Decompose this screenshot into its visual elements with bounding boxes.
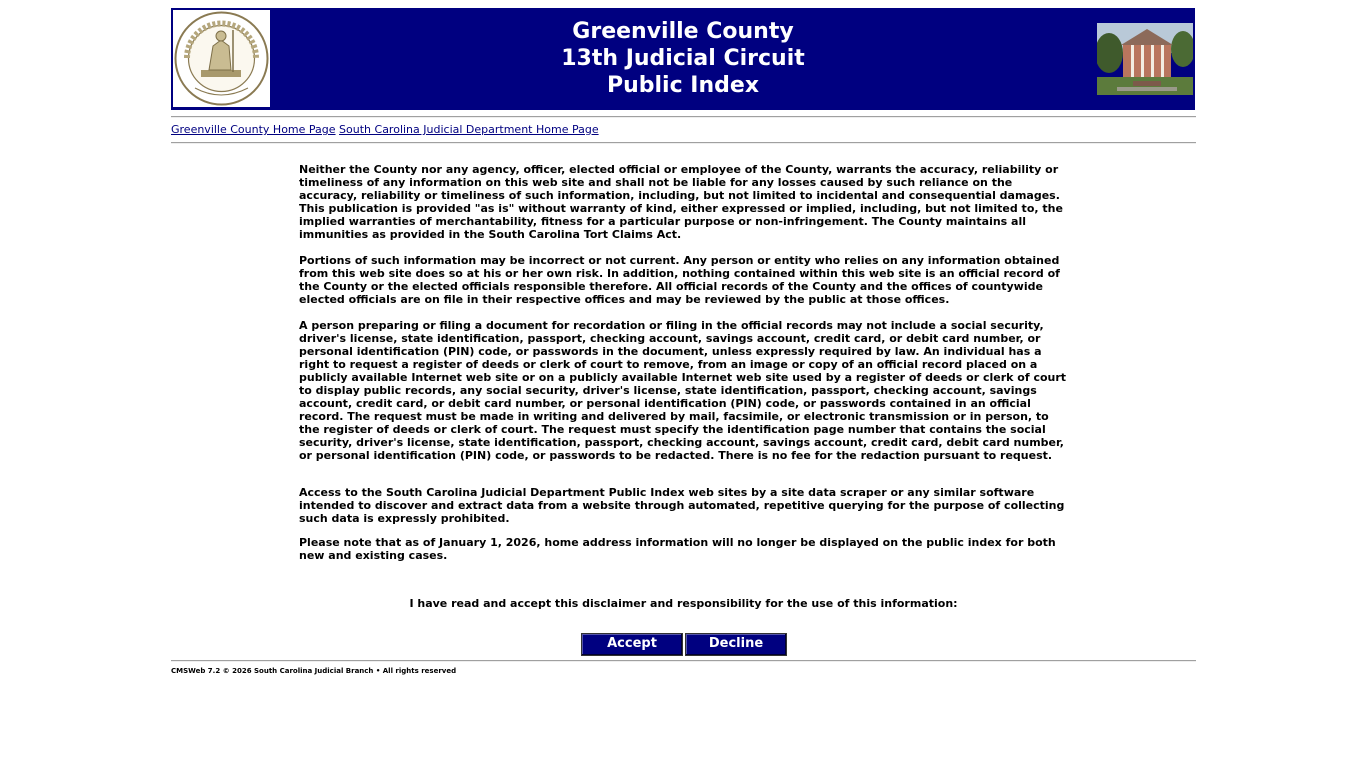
courthouse-photo — [1097, 23, 1193, 95]
disclaimer-paragraph-redaction: A person preparing or filing a document for recordation or filing in the official records may not include a social security, driver's license, state identification, passport, checking account, savings account, credit card, or debit card number, or personal identification (PIN) code, or passwords in the document, unless expressly required by law. An individual has a right to request a register of deeds or clerk of court to remove, from an image or copy of an official record placed on a publicly available Internet web site or on a publicly available Internet web site used by a register of deeds or clerk of court to display public records, any social security, driver's license, state identification, passport, checking account, savings account, credit card, or debit card number, or personal identification (PIN) code, or passwords contained in an official record. The request must be made in writing and delivered by mail, facsimile, or electronic transmission or in person, to the register of deeds or clerk of court. The request must specify the identification page number that contains the social security, driver's license, state identification, passport, checking account, savings account, credit card, debit card number, or personal identification (PIN) code, or passwords to be redacted. There is no fee for the redaction pursuant to request. — [299, 319, 1067, 462]
disclaimer-paragraph-address-notice: Please note that as of January 1, 2026, home address information will no longer be displayed on the public index for both new and existing cases. — [299, 536, 1056, 562]
divider-links — [171, 142, 1196, 144]
accept-prompt: I have read and accept this disclaimer and responsibility for the use of this information: — [409, 597, 958, 610]
divider-footer — [171, 660, 1196, 662]
county-home-link[interactable]: Greenville County Home Page — [171, 123, 336, 136]
divider-top — [171, 116, 1196, 118]
disclaimer-paragraph-accuracy: Portions of such information may be incorrect or not current. Any person or entity who relies on any information obtained from this web site does so at his or her own risk. In addition, nothing contained within this web site is an official record of the County or the elected officials responsible therefore. All official records of the County and the offices of countywide elected officials are on file in their respective offices and may be reviewed by the public at those offices. — [299, 254, 1060, 306]
decline-button[interactable]: Decline — [685, 633, 787, 656]
banner-title-line-county: Greenville County — [572, 19, 794, 44]
banner-title — [171, 18, 1195, 99]
banner-title-line-index: Public Index — [606, 73, 760, 98]
page-wrapper — [171, 8, 1196, 136]
disclaimer-paragraph-scraping: Access to the South Carolina Judicial Department Public Index web sites by a site data scraper or any similar software intended to discover and extract data from a website through automated, repetitive querying for the purpose of collecting such data is expressly prohibited. — [299, 486, 1065, 525]
footer-copyright: CMSWeb 7.2 © 2026 South Carolina Judicial Branch • All rights reserved — [171, 667, 457, 675]
banner-title-line-circuit: 13th Judicial Circuit — [561, 46, 805, 71]
accept-button[interactable]: Accept — [581, 633, 683, 656]
nav-links — [171, 123, 599, 136]
sc-judicial-home-link[interactable]: South Carolina Judicial Department Home Page — [339, 123, 599, 136]
disclaimer-paragraph-warranty: Neither the County nor any agency, officer, elected official or employee of the County, warrants the accuracy, reliability or timeliness of any information on this web site and shall not be liable for any losses caused by such reliance on the accuracy, reliability or timeliness of such information, including, but not limited to incidental and consequential damages. This publication is provided "as is" without warranty of kind, either expressed or implied, including, but not limited to, the implied warranties of merchantability, fitness for a particular purpose or non-infringement. The County maintains all immunities as provided in the South Carolina Tort Claims Act. — [299, 163, 1063, 241]
disclaimer-text — [299, 163, 1069, 562]
header-banner — [171, 8, 1195, 110]
